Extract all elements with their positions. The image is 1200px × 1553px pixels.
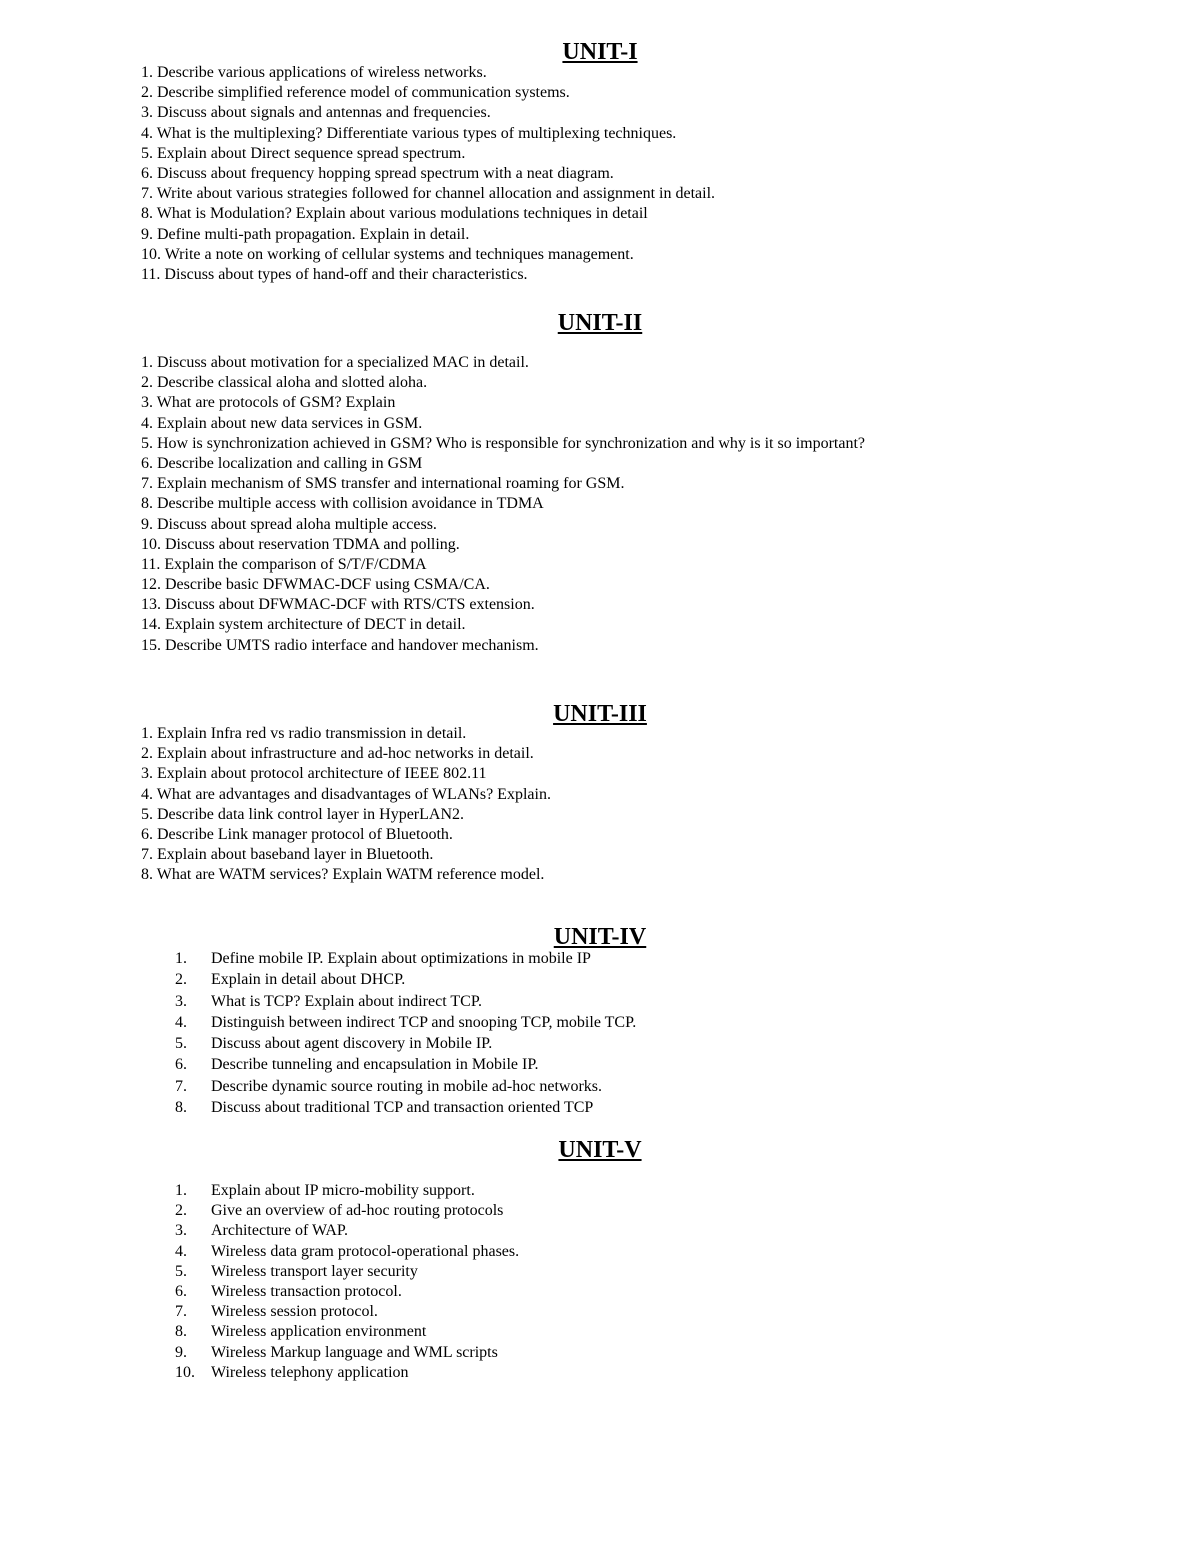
- question-item: 7. Explain mechanism of SMS transfer and international roaming for GSM.: [141, 475, 625, 493]
- unit-5-section: [141, 1137, 1061, 1383]
- question-item: 11. Discuss about types of hand-off and their characteristics.: [141, 265, 528, 283]
- question-text: Wireless telephony application: [211, 1363, 409, 1381]
- question-item: [175, 1262, 1061, 1282]
- question-item: 2. Describe classical aloha and slotted aloha.: [141, 374, 428, 392]
- question-number: 5.: [175, 1035, 187, 1053]
- question-text: Architecture of WAP.: [211, 1222, 348, 1240]
- question-item: 12. Describe basic DFWMAC-DCF using CSMA/CA.: [141, 576, 490, 594]
- unit-3-title: UNIT-III: [553, 701, 647, 727]
- question-item: [175, 1012, 1061, 1033]
- question-item: 9. Discuss about spread aloha multiple access.: [141, 515, 437, 533]
- question-item: 5. Explain about Direct sequence spread spectrum.: [141, 144, 466, 162]
- question-item: [175, 1221, 1061, 1241]
- unit-1-question-list: [141, 63, 1061, 285]
- question-item: 8. What are WATM services? Explain WATM reference model.: [141, 866, 545, 884]
- unit-2-title: UNIT-II: [557, 310, 643, 336]
- unit-5-question-list: [141, 1181, 1061, 1383]
- question-item: 3. What are protocols of GSM? Explain: [141, 394, 396, 412]
- question-text: Distinguish between indirect TCP and snooping TCP, mobile TCP.: [211, 1013, 637, 1031]
- question-item: 14. Explain system architecture of DECT in detail.: [141, 616, 466, 634]
- question-text: Wireless Markup language and WML scripts: [211, 1343, 498, 1361]
- question-item: [175, 1201, 1061, 1221]
- question-number: 7.: [175, 1303, 187, 1321]
- question-item: [175, 1282, 1061, 1302]
- unit-2-section: [141, 310, 1061, 656]
- question-item: 2. Explain about infrastructure and ad-hoc networks in detail.: [141, 745, 534, 763]
- question-text: Wireless application environment: [211, 1323, 427, 1341]
- question-number: 2.: [175, 971, 187, 989]
- question-number: 4.: [175, 1013, 187, 1031]
- question-item: 7. Write about various strategies followed for channel allocation and assignment in detail.: [141, 185, 716, 203]
- question-item: [175, 1097, 1061, 1118]
- unit-4-section: [141, 924, 1061, 1118]
- question-item: [175, 1343, 1061, 1363]
- question-item: 3. Explain about protocol architecture of IEEE 802.11: [141, 765, 487, 783]
- question-text: Wireless session protocol.: [211, 1303, 378, 1321]
- question-number: 3.: [175, 1222, 187, 1240]
- question-item: 9. Define multi-path propagation. Explain in detail.: [141, 225, 470, 243]
- unit-2-question-list: [141, 353, 1061, 656]
- question-item: 15. Describe UMTS radio interface and handover mechanism.: [141, 636, 539, 654]
- question-item: 11. Explain the comparison of S/T/F/CDMA: [141, 555, 427, 573]
- question-item: 10. Write a note on working of cellular systems and techniques management.: [141, 245, 634, 263]
- unit-4-title: UNIT-IV: [553, 924, 647, 950]
- question-item: 1. Describe various applications of wireless networks.: [141, 64, 487, 81]
- question-item: 7. Explain about baseband layer in Bluetooth.: [141, 846, 434, 864]
- question-item: [175, 1322, 1061, 1342]
- question-item: 6. Describe localization and calling in GSM: [141, 454, 423, 472]
- question-number: 3.: [175, 992, 187, 1010]
- question-item: 1. Discuss about motivation for a specialized MAC in detail.: [141, 354, 529, 371]
- question-item: 4. Explain about new data services in GSM.: [141, 414, 423, 432]
- unit-1-title: UNIT-I: [562, 39, 638, 65]
- question-text: Describe tunneling and encapsulation in Mobile IP.: [211, 1056, 539, 1074]
- question-number: 1.: [175, 950, 187, 967]
- question-item: 2. Describe simplified reference model of communication systems.: [141, 84, 570, 102]
- question-item: [175, 1076, 1061, 1097]
- question-number: 10.: [175, 1363, 195, 1381]
- question-item: 1. Explain Infra red vs radio transmission in detail.: [141, 725, 467, 742]
- question-text: Discuss about traditional TCP and transaction oriented TCP: [211, 1099, 594, 1117]
- question-text: Describe dynamic source routing in mobile ad-hoc networks.: [211, 1077, 602, 1095]
- question-item: [175, 991, 1061, 1012]
- question-text: Wireless data gram protocol-operational phases.: [211, 1242, 520, 1260]
- question-text: Explain about IP micro-mobility support.: [211, 1182, 475, 1199]
- question-item: [175, 1302, 1061, 1322]
- question-item: 13. Discuss about DFWMAC-DCF with RTS/CTS extension.: [141, 596, 535, 614]
- question-text: What is TCP? Explain about indirect TCP.: [211, 992, 482, 1010]
- question-number: 8.: [175, 1099, 187, 1117]
- question-item: 4. What is the multiplexing? Differentiate various types of multiplexing techniques.: [141, 124, 677, 142]
- question-number: 6.: [175, 1282, 187, 1300]
- unit-1-section: [141, 39, 1061, 285]
- question-text: Wireless transaction protocol.: [211, 1282, 402, 1300]
- question-item: [175, 1363, 1061, 1383]
- question-item: [175, 1033, 1061, 1054]
- question-text: Give an overview of ad-hoc routing protocols: [211, 1202, 504, 1220]
- question-text: Wireless transport layer security: [211, 1262, 418, 1280]
- question-item: [175, 1054, 1061, 1075]
- question-item: 10. Discuss about reservation TDMA and polling.: [141, 535, 460, 553]
- question-item: [175, 969, 1061, 990]
- question-number: 9.: [175, 1343, 187, 1361]
- question-item: 8. What is Modulation? Explain about various modulations techniques in detail: [141, 205, 648, 223]
- question-text: Discuss about agent discovery in Mobile IP.: [211, 1035, 493, 1053]
- question-item: 8. Describe multiple access with collision avoidance in TDMA: [141, 495, 544, 513]
- unit-4-question-list: [141, 948, 1061, 1118]
- question-number: 1.: [175, 1182, 187, 1199]
- question-number: 2.: [175, 1202, 187, 1220]
- unit-3-section: [141, 701, 1061, 886]
- question-item: 5. How is synchronization achieved in GSM? Who is responsible for synchronization and why is it so important?: [141, 434, 866, 452]
- question-item: 3. Discuss about signals and antennas and frequencies.: [141, 104, 491, 122]
- question-item: 5. Describe data link control layer in HyperLAN2.: [141, 805, 465, 823]
- question-number: 4.: [175, 1242, 187, 1260]
- question-item: [175, 1181, 1061, 1201]
- question-item: [175, 948, 1061, 969]
- question-number: 5.: [175, 1262, 187, 1280]
- question-item: 6. Discuss about frequency hopping spread spectrum with a neat diagram.: [141, 164, 614, 182]
- question-item: 6. Describe Link manager protocol of Bluetooth.: [141, 825, 453, 843]
- unit-5-title: UNIT-V: [558, 1137, 642, 1163]
- question-text: Explain in detail about DHCP.: [211, 971, 406, 989]
- question-number: 7.: [175, 1077, 187, 1095]
- question-text: Define mobile IP. Explain about optimizations in mobile IP: [211, 950, 591, 967]
- question-item: [175, 1242, 1061, 1262]
- question-number: 6.: [175, 1056, 187, 1074]
- question-number: 8.: [175, 1323, 187, 1341]
- unit-3-question-list: [141, 724, 1061, 886]
- question-item: 4. What are advantages and disadvantages of WLANs? Explain.: [141, 785, 551, 803]
